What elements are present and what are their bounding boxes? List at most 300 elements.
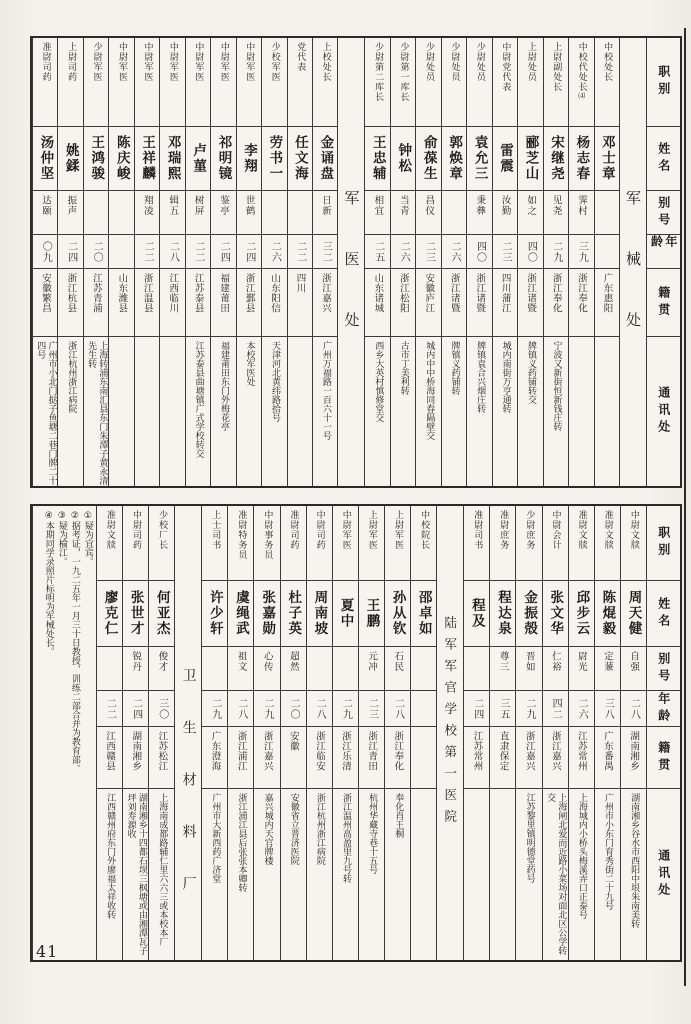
- name-cell-text: 程达泉: [494, 590, 511, 637]
- person-column: [410, 506, 436, 960]
- address-cell: [464, 788, 489, 960]
- person-column: [57, 38, 82, 486]
- name-cell-text: 廖克仁: [101, 590, 118, 637]
- column-header-3-text: 年龄: [656, 691, 671, 726]
- rank-cell: [97, 506, 122, 580]
- name-cell-text: 钟松: [395, 143, 412, 174]
- person-column: [312, 38, 337, 486]
- native-cell: [281, 726, 306, 788]
- header-column: [646, 506, 680, 960]
- name-cell-text: 卢菫: [190, 143, 207, 174]
- name-cell: [281, 580, 306, 646]
- alias-cell-text: 仁裕: [549, 651, 561, 672]
- address-cell: [97, 788, 122, 960]
- address-cell-text: 江苏泰县曲塘镇广式学校转交: [193, 341, 204, 458]
- address-cell: [313, 336, 337, 486]
- age-cell-text: 二九: [209, 697, 221, 720]
- address-cell: [211, 336, 235, 486]
- alias-cell: [135, 190, 159, 234]
- native-cell-text: 浙江诸暨: [525, 273, 537, 313]
- alias-cell: [307, 646, 332, 690]
- age-cell-text: 二二: [294, 240, 306, 263]
- footnotes-cell: [33, 506, 96, 960]
- person-column: [287, 38, 312, 486]
- rank-cell-text: 中尉军医: [340, 510, 351, 550]
- section-label-column: [337, 38, 364, 486]
- age-cell: [391, 234, 415, 268]
- name-cell: [543, 580, 568, 646]
- person-column: [517, 38, 542, 486]
- alias-cell-text: 振声: [65, 195, 77, 216]
- age-cell: [333, 690, 358, 726]
- rank-cell: [281, 506, 306, 580]
- address-cell: [569, 336, 593, 486]
- rank-cell: [202, 506, 227, 580]
- alias-cell: [365, 190, 389, 234]
- native-cell: [313, 268, 337, 336]
- name-cell-text: 周南坡: [311, 590, 328, 637]
- name-cell: [211, 126, 235, 190]
- name-cell: [385, 580, 410, 646]
- section-label-text: 卫生材料厂: [180, 668, 197, 928]
- name-cell: [33, 126, 57, 190]
- alias-cell-text: 超然: [287, 651, 299, 672]
- alias-cell: [569, 190, 593, 234]
- rank-cell: [518, 38, 542, 126]
- name-cell: [135, 126, 159, 190]
- native-cell-text: 山东诸城: [372, 273, 384, 313]
- section-label-text: 军医处: [342, 190, 361, 373]
- alias-cell: [84, 190, 108, 234]
- native-cell: [467, 268, 491, 336]
- name-cell-text: 何亚杰: [153, 590, 170, 637]
- roster-table-hospital-materials: [30, 504, 682, 962]
- native-cell: [493, 268, 517, 336]
- name-cell: [228, 580, 253, 646]
- name-cell: [569, 580, 594, 646]
- alias-cell-text: 锐丹: [130, 651, 142, 672]
- native-cell-text: 浙江嘉兴: [523, 731, 535, 771]
- age-cell-text: 三九: [576, 240, 588, 263]
- age-cell-text: 二八: [167, 240, 179, 263]
- name-cell-text: 宋继尧: [547, 135, 564, 182]
- age-cell: [237, 234, 261, 268]
- person-column: [108, 38, 133, 486]
- name-cell: [365, 126, 389, 190]
- native-cell: [109, 268, 133, 336]
- person-column: [463, 506, 489, 960]
- native-cell: [595, 268, 619, 336]
- name-cell: [109, 126, 133, 190]
- age-cell-text: 二六: [398, 240, 410, 263]
- name-cell: [333, 580, 358, 646]
- column-header-0-text: 职别: [656, 526, 671, 560]
- name-cell: [518, 126, 542, 190]
- rank-cell-text: 上尉副处长: [551, 42, 562, 92]
- page-number: 41: [36, 942, 59, 961]
- name-cell-text: 王忠辅: [369, 135, 386, 182]
- name-cell: [288, 126, 312, 190]
- age-cell: [228, 690, 253, 726]
- rank-cell-text: 少尉军医: [91, 42, 102, 82]
- address-cell-text: 上海城内小桥头梅溪弄口正泰号: [576, 793, 587, 919]
- rank-cell-text: 中尉会计: [550, 510, 561, 550]
- footnote-line: ②据考证，一九二五年一月三十日教授、训练二部合并为教育部。: [69, 511, 80, 773]
- native-cell-text: 浙江奉化: [550, 273, 562, 313]
- age-cell: [262, 234, 286, 268]
- native-cell: [464, 726, 489, 788]
- native-cell: [391, 268, 415, 336]
- rank-cell: [211, 38, 235, 126]
- alias-cell: [416, 190, 440, 234]
- rank-cell-text: 中尉文牍: [628, 510, 639, 550]
- alias-cell: [518, 190, 542, 234]
- person-column: [148, 506, 174, 960]
- rank-cell: [416, 38, 440, 126]
- name-cell: [621, 580, 646, 646]
- name-cell: [411, 580, 436, 646]
- age-cell-text: 二六: [576, 697, 588, 720]
- rank-cell-text: 中尉事务员: [262, 510, 273, 560]
- alias-cell: [467, 190, 491, 234]
- name-cell-text: 杜子英: [285, 590, 302, 637]
- alias-cell-text: 世鹤: [243, 195, 255, 216]
- address-cell-text: 上海闸北爱而近路小菜场对面北区公学转交: [545, 793, 567, 955]
- name-cell: [307, 580, 332, 646]
- footnote-marker: ⑷: [577, 92, 586, 100]
- name-cell-text: 祁明镜: [215, 135, 232, 182]
- rank-cell-text: 中尉军医: [142, 42, 153, 82]
- alias-cell: [359, 646, 384, 690]
- age-cell: [365, 234, 389, 268]
- rank-cell: [333, 506, 358, 580]
- alias-cell-text: 见尧: [550, 195, 562, 216]
- footnotes-text: [42, 506, 96, 773]
- address-cell: [467, 336, 491, 486]
- person-column: [122, 506, 148, 960]
- age-cell: [97, 690, 122, 726]
- address-cell: [365, 336, 389, 486]
- rank-cell: [237, 38, 261, 126]
- native-cell-text: 江苏青浦: [90, 273, 102, 313]
- address-cell-text: 奉化肖王桐: [393, 793, 404, 838]
- address-cell: [569, 788, 594, 960]
- column-header-4-text: 籍贯: [656, 740, 671, 775]
- age-cell: [464, 690, 489, 726]
- name-cell-text: 李翔: [240, 143, 257, 174]
- name-cell-text: 王祥麟: [139, 135, 156, 182]
- address-cell-text: 城内南街万亨通转: [500, 341, 511, 413]
- alias-cell: [288, 190, 312, 234]
- rank-cell-text: 准尉司药: [40, 42, 51, 82]
- native-cell-text: 浙江嘉兴: [261, 731, 273, 771]
- column-header-5: [647, 336, 680, 486]
- name-cell-text: 张嘉勋: [259, 590, 276, 637]
- alias-cell-text: 石民: [392, 651, 404, 672]
- section-label-text: 军械处: [624, 190, 642, 373]
- age-cell: [569, 234, 593, 268]
- name-cell-text: 郭焕章: [446, 135, 463, 182]
- age-cell: [359, 690, 384, 726]
- alias-cell-text: 昌仪: [423, 195, 435, 216]
- rank-cell-text: 党代表: [295, 42, 306, 72]
- rank-cell-text: 上尉司药: [66, 42, 77, 82]
- name-cell-text: 邱步云: [573, 590, 590, 637]
- native-cell: [211, 268, 235, 336]
- name-cell: [313, 126, 337, 190]
- age-cell-text: 二三: [423, 240, 435, 263]
- age-cell-text: 四〇: [474, 240, 486, 263]
- native-cell-text: 江苏松江: [156, 731, 168, 771]
- age-cell: [202, 690, 227, 726]
- name-cell: [464, 580, 489, 646]
- name-cell: [544, 126, 568, 190]
- rank-cell-text: 上尉军医: [366, 510, 377, 550]
- native-cell: [202, 726, 227, 788]
- name-cell-text: 姚鍒: [62, 143, 79, 174]
- address-cell-text: 湖南湘乡谷水市西阳中垠朱南美转: [629, 793, 640, 928]
- footnote-line: ③疑为榆江。: [56, 511, 67, 566]
- alias-cell-text: 树屏: [192, 195, 204, 216]
- person-column: [620, 506, 646, 960]
- alias-cell: [123, 646, 148, 690]
- rank-cell-text: 准尉文牍: [104, 510, 115, 550]
- address-cell-text: 本校军医处: [244, 341, 255, 386]
- alias-cell: [109, 190, 133, 234]
- native-cell-text: 四川: [294, 273, 306, 293]
- address-cell-text: 安徽省立普济医院: [288, 793, 299, 865]
- age-cell: [135, 234, 159, 268]
- person-column: [390, 38, 415, 486]
- address-cell: [288, 336, 312, 486]
- name-cell-text: 郦芝山: [522, 135, 539, 182]
- rank-cell: [313, 38, 337, 126]
- native-cell: [123, 726, 148, 788]
- age-cell-text: 二三: [366, 697, 378, 720]
- person-column: [201, 506, 227, 960]
- address-cell: [254, 788, 279, 960]
- rank-cell-text: 准尉司药: [288, 510, 299, 550]
- name-cell: [237, 126, 261, 190]
- age-cell-text: 二二: [104, 697, 116, 720]
- alias-cell: [149, 646, 174, 690]
- rank-cell: [84, 38, 108, 126]
- age-cell: [149, 690, 174, 726]
- name-cell-text: 王鸿骏: [88, 135, 105, 182]
- age-cell-text: 四二: [550, 697, 562, 720]
- name-cell: [442, 126, 466, 190]
- alias-cell-text: 元冲: [366, 651, 378, 672]
- section-label-text: 陆军军官学校第一医院: [442, 616, 458, 831]
- address-cell-text: 牌镇袁合兴烟庄转: [475, 341, 486, 413]
- native-cell-text: 浙江鄞县: [243, 273, 255, 313]
- rank-cell-text: 少尉处员: [449, 42, 460, 82]
- alias-cell-text: 如之: [525, 195, 537, 216]
- address-cell-text: 宁波又新街恒新钱庄转: [551, 341, 562, 431]
- name-cell: [97, 580, 122, 646]
- rank-cell: [149, 506, 174, 580]
- native-cell-text: 安徽庐江: [423, 273, 435, 313]
- person-column: [83, 38, 108, 486]
- native-cell-text: 浙江青田: [366, 731, 378, 771]
- age-cell-text: 二四: [243, 240, 255, 263]
- rank-cell-text: 少尉庶务: [524, 510, 535, 550]
- address-cell: [149, 788, 174, 960]
- name-cell: [391, 126, 415, 190]
- alias-cell: [493, 190, 517, 234]
- native-cell-text: 浙江嘉兴: [319, 273, 331, 313]
- address-cell-text: 牌镇义药铺转: [449, 341, 460, 395]
- rank-cell: [33, 38, 57, 126]
- rank-cell: [544, 38, 568, 126]
- alias-cell: [621, 646, 646, 690]
- rank-cell: [228, 506, 253, 580]
- alias-cell: [228, 646, 253, 690]
- section-label-column: [619, 38, 646, 486]
- native-cell: [149, 726, 174, 788]
- name-cell-text: 雷震: [497, 143, 514, 174]
- rank-cell: [621, 506, 646, 580]
- age-cell: [33, 234, 57, 268]
- native-cell-text: 山东阳信: [269, 273, 281, 313]
- roster-table-ordnance-medical: [30, 36, 682, 488]
- native-cell: [228, 726, 253, 788]
- rank-cell: [391, 38, 415, 126]
- person-column: [185, 38, 210, 486]
- rank-cell-text: 少校军医: [269, 42, 280, 82]
- address-cell-text: 浙江温州高盈里九号转: [340, 793, 351, 883]
- name-cell: [254, 580, 279, 646]
- alias-cell-text: 达颐: [39, 195, 51, 216]
- address-cell: [544, 336, 568, 486]
- rank-cell-text: 准尉庶务: [498, 510, 509, 550]
- address-cell-text: 古市丁美利转: [398, 341, 409, 395]
- address-cell-text: 广州市大新西药广济堂: [210, 793, 221, 883]
- name-cell: [84, 126, 108, 190]
- native-cell: [160, 268, 184, 336]
- column-header-4: [647, 268, 680, 336]
- column-header-2: [647, 646, 680, 690]
- rank-cell-text: 中尉军医: [218, 42, 229, 82]
- alias-cell: [186, 190, 210, 234]
- age-cell-text: 二〇: [288, 697, 300, 720]
- address-cell-text: 西乡大英村慎修堂交: [373, 341, 384, 422]
- rank-cell: [464, 506, 489, 580]
- address-cell-text: 浙江杭州浙江病院: [66, 341, 77, 413]
- native-cell: [543, 726, 568, 788]
- alias-cell: [33, 190, 57, 234]
- rank-cell: [442, 38, 466, 126]
- rank-cell: [307, 506, 332, 580]
- age-cell: [621, 690, 646, 726]
- age-cell-text: 〇九: [40, 240, 52, 263]
- person-column: [261, 38, 286, 486]
- native-cell-text: 浙江诸暨: [448, 273, 460, 313]
- native-cell-text: 直隶保定: [497, 731, 509, 771]
- alias-cell-text: 定蒹: [602, 651, 614, 672]
- native-cell: [307, 726, 332, 788]
- alias-cell: [262, 190, 286, 234]
- address-cell: [595, 788, 620, 960]
- name-cell: [58, 126, 82, 190]
- rank-cell-text: 中尉军医: [193, 42, 204, 82]
- address-cell-text: 浙江杭州浙江病院: [314, 793, 325, 865]
- address-cell: [33, 336, 57, 486]
- rank-cell-text: 准尉文牍: [602, 510, 613, 550]
- column-header-3: [647, 690, 680, 726]
- alias-cell-text: 辑五: [167, 195, 179, 216]
- age-cell: [516, 690, 541, 726]
- native-cell: [33, 268, 57, 336]
- age-cell: [281, 690, 306, 726]
- name-cell-text: 杨志春: [573, 135, 590, 182]
- name-cell-text: 虞绳武: [233, 590, 249, 637]
- age-cell: [490, 690, 515, 726]
- address-cell-text: 福建莆田东门外梅花亭: [219, 341, 230, 431]
- age-cell-text: 二八: [314, 697, 326, 720]
- section-label: [338, 38, 364, 486]
- rank-cell: [186, 38, 210, 126]
- native-cell-text: 广东惠阳: [601, 273, 613, 313]
- column-header-2-text: 别号: [656, 195, 671, 230]
- rank-cell-text: 少尉处员: [474, 42, 485, 82]
- native-cell-text: 四川蒲江: [499, 273, 511, 313]
- address-cell: [595, 336, 619, 486]
- name-cell: [595, 580, 620, 646]
- alias-cell: [490, 646, 515, 690]
- rank-cell-text: 少尉第二库长: [373, 42, 384, 102]
- age-cell-text: 二四: [471, 697, 483, 720]
- name-cell: [262, 126, 286, 190]
- name-cell-text: 劳书一: [266, 135, 283, 182]
- person-column: [134, 38, 159, 486]
- column-header-4: [647, 726, 680, 788]
- address-cell: [135, 336, 159, 486]
- column-header-2-text: 别号: [656, 651, 671, 686]
- age-cell: [544, 234, 568, 268]
- column-header-5-text: 通讯处: [656, 386, 671, 437]
- alias-cell-text: 心传: [261, 651, 273, 672]
- alias-cell: [516, 646, 541, 690]
- rank-cell: [543, 506, 568, 580]
- person-column: [227, 506, 253, 960]
- person-column: [159, 38, 184, 486]
- rank-cell: [467, 38, 491, 126]
- alias-cell: [411, 646, 436, 690]
- age-cell-text: 二二: [192, 240, 204, 263]
- native-cell-text: 湖南湘乡: [628, 731, 640, 771]
- rank-cell: [493, 38, 517, 126]
- age-cell: [254, 690, 279, 726]
- address-cell-text: 浙江浦江县后张张本卿转: [236, 793, 247, 892]
- rank-cell-text: 中尉军医: [167, 42, 178, 82]
- age-cell-text: 三二: [320, 240, 332, 263]
- native-cell: [97, 726, 122, 788]
- age-cell: [160, 234, 184, 268]
- native-cell: [595, 726, 620, 788]
- column-header-2: [647, 190, 680, 234]
- person-column: [253, 506, 279, 960]
- native-cell: [237, 268, 261, 336]
- native-cell-text: 广东澄海: [209, 731, 221, 771]
- age-cell: [467, 234, 491, 268]
- address-cell: [490, 788, 515, 960]
- native-cell-text: 浙江松阳: [397, 273, 409, 313]
- age-cell: [288, 234, 312, 268]
- name-cell-text: 孙从钦: [389, 590, 406, 637]
- name-cell: [123, 580, 148, 646]
- native-cell-text: 浙江诸暨: [474, 273, 486, 313]
